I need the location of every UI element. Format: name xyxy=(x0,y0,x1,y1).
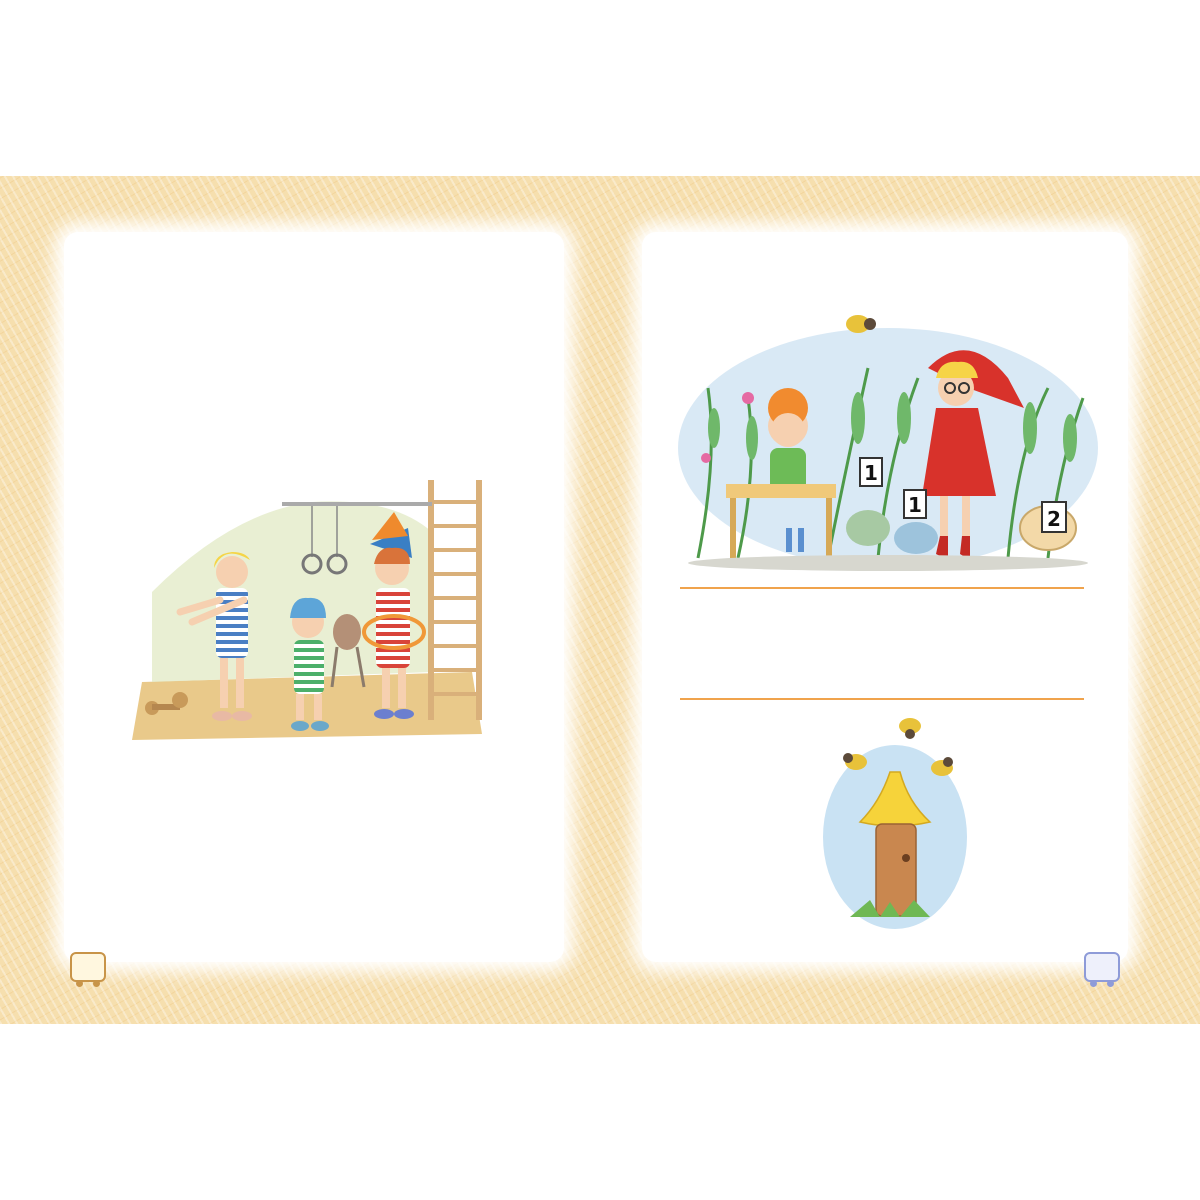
divider-top xyxy=(680,587,1084,589)
page-number-right xyxy=(1084,952,1120,982)
card-text: 2 xyxy=(1047,507,1061,531)
wheel-icon xyxy=(93,980,100,987)
beehive-illustration xyxy=(820,712,970,932)
wheel-icon xyxy=(76,980,83,987)
divider-bottom xyxy=(680,698,1084,700)
wheel-icon xyxy=(1107,980,1114,987)
gym-illustration xyxy=(132,472,492,742)
wheel-icon xyxy=(1090,980,1097,987)
classroom-illustration xyxy=(678,308,1098,578)
card-text: 1 xyxy=(908,493,922,517)
card-text: 1 xyxy=(864,461,878,485)
page-number-left xyxy=(70,952,106,982)
